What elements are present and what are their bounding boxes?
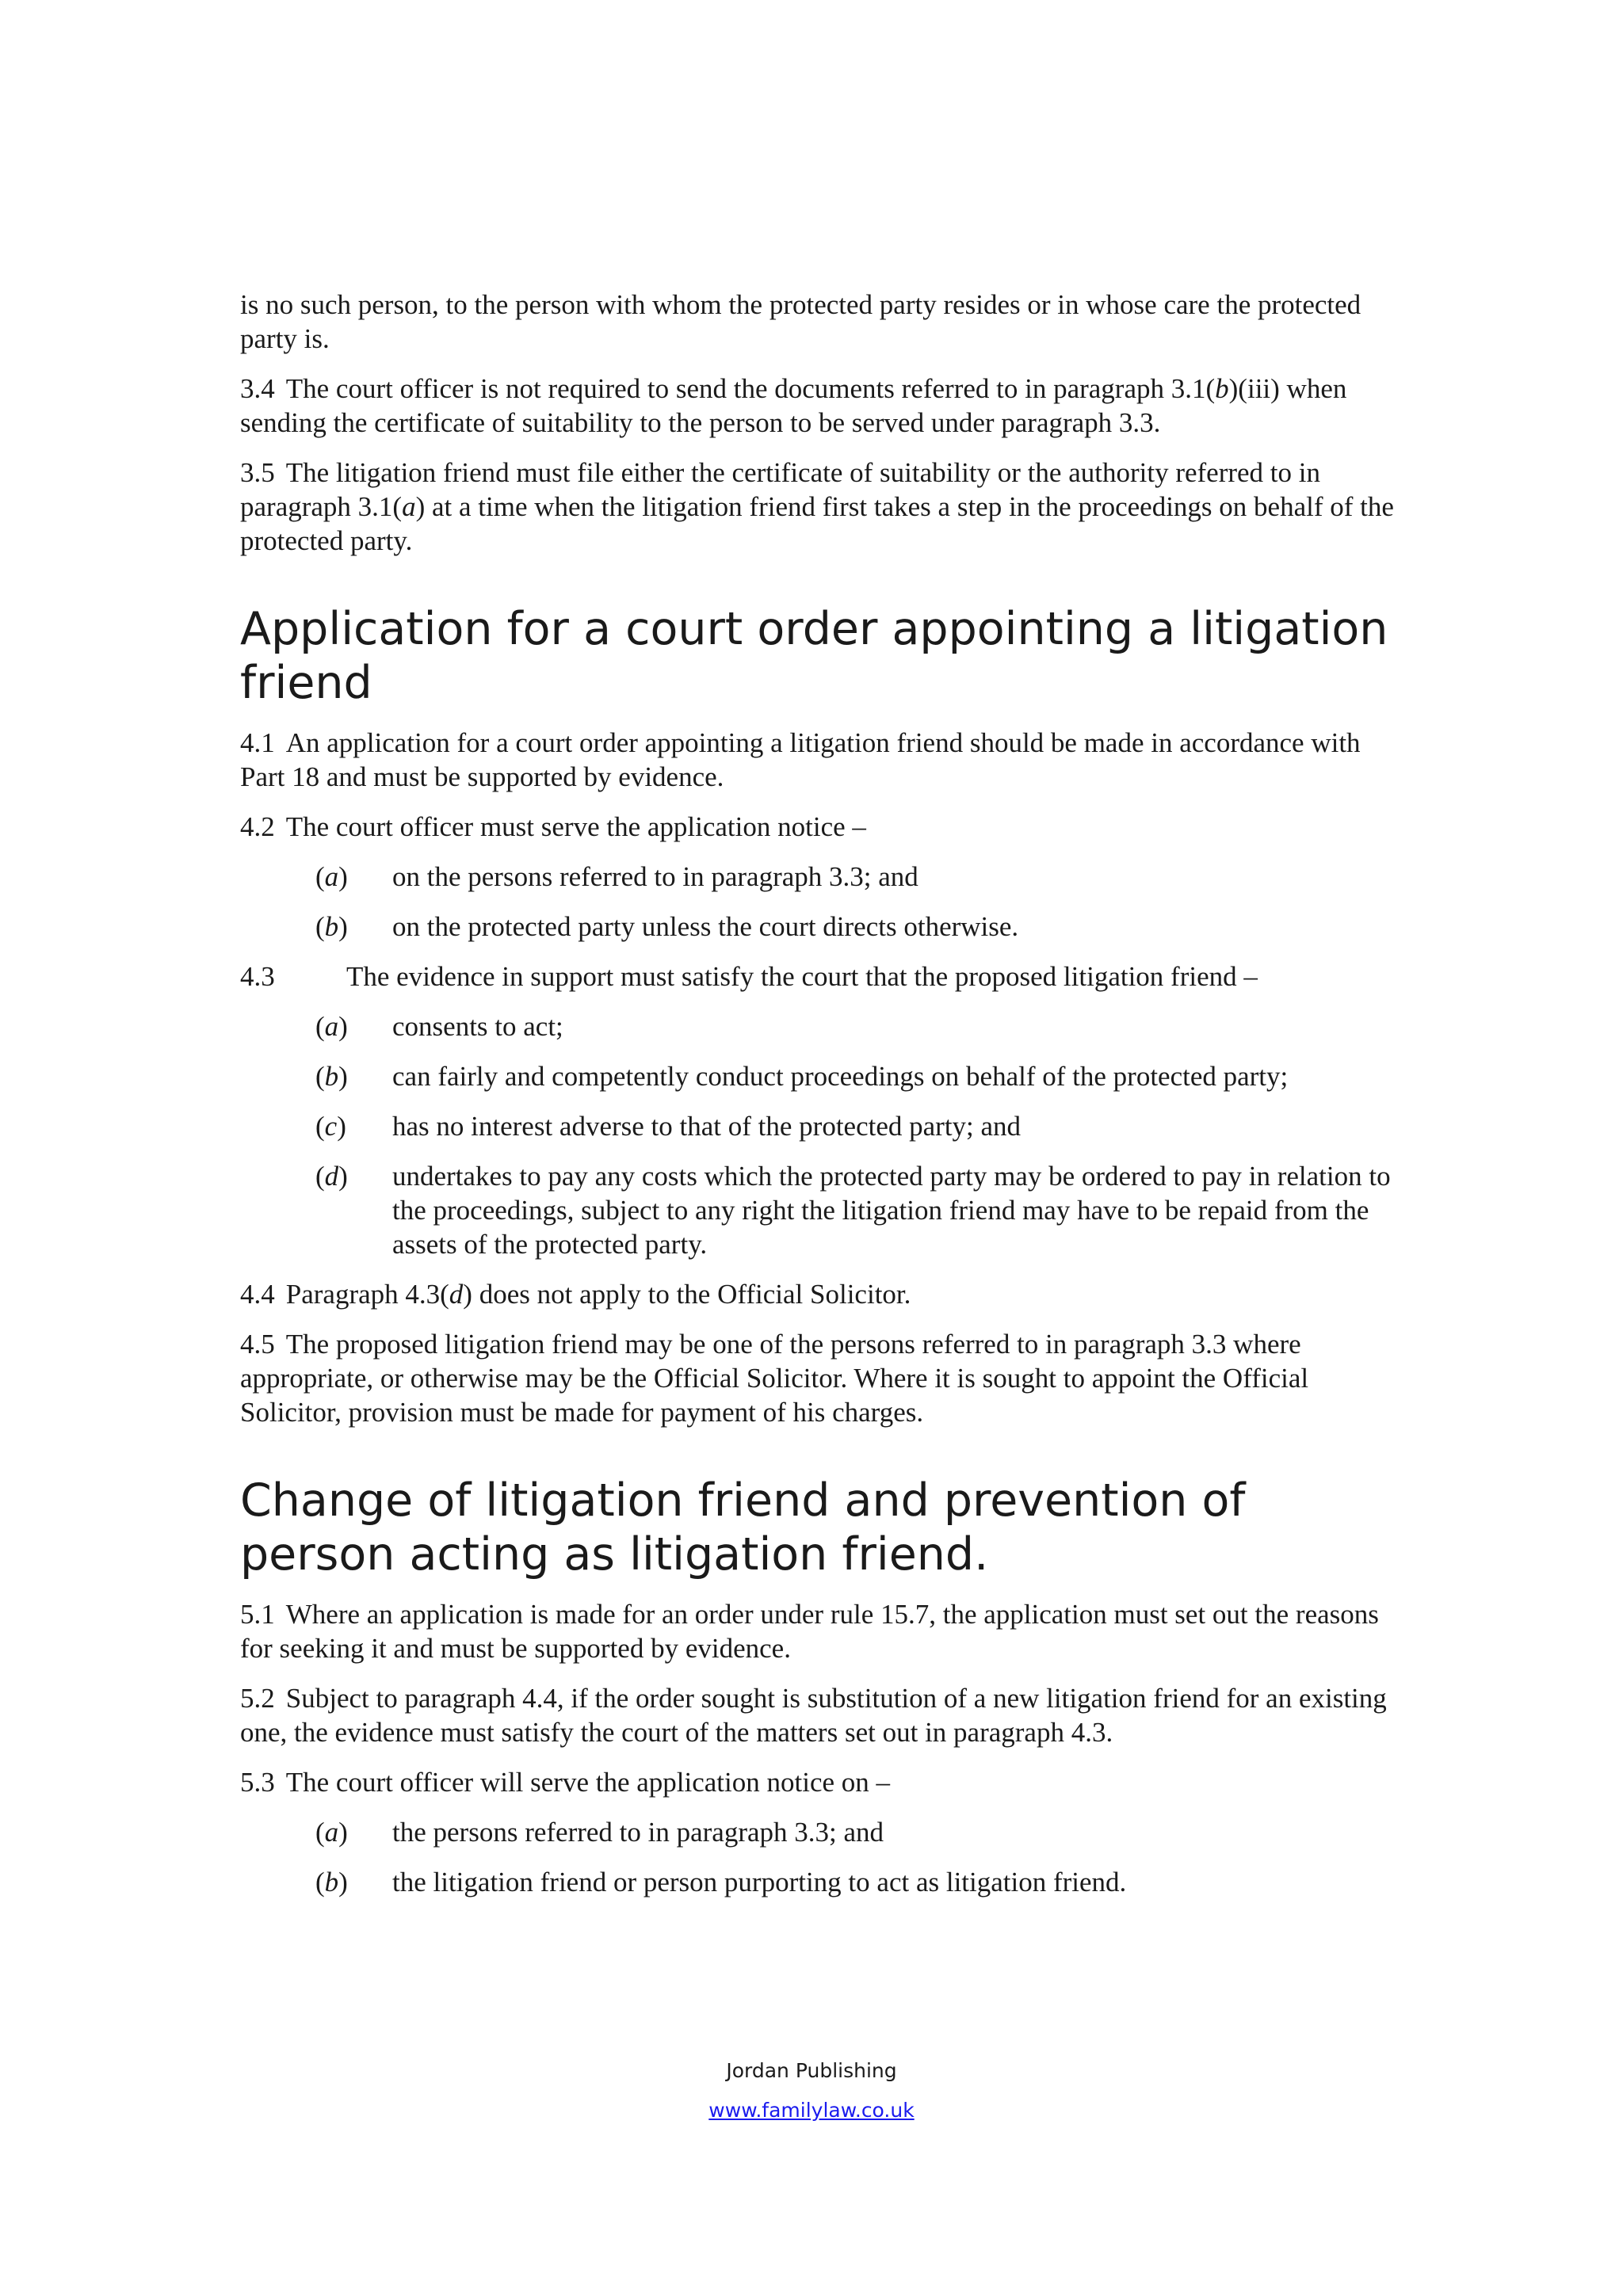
document-body [240,288,1397,1915]
paragraph-number: 4.1 [240,727,275,758]
paragraph-number: 4.3 [240,961,275,992]
paragraph-number: 5.1 [240,1599,275,1630]
paragraph-3-5: 3.5 The litigation friend must file either the certificate of suitability or the authority referred to in paragraph 3.1(a) at a time when the litigation friend first takes a step in the proceedings on behalf of the protected party. [240,457,1394,556]
paragraph-continuation: is no such person, to the person with whom the protected party resides or in whose care the protected party is. [240,289,1361,354]
list-item: (d) undertakes to pay any costs which the protected party may be ordered to pay in relation to the proceedings, subject to any right the litigation friend may have to be repaid from the assets of the protected party. [315,1161,1391,1260]
footer-link[interactable]: www.familylaw.co.uk [708,2099,915,2122]
list-item: (a) consents to act; [315,1011,563,1042]
paragraph-4-4: 4.4 Paragraph 4.3(d) does not apply to the Official Solicitor. [240,1279,911,1310]
list-item: (a) on the persons referred to in paragraph 3.3; and [315,861,918,892]
paragraph-5-3: 5.3 The court officer will serve the application notice on – [240,1767,891,1798]
paragraph-number: 3.5 [240,457,275,488]
list-item: (c) has no interest adverse to that of the protected party; and [315,1111,1022,1142]
list-item: (b) the litigation friend or person purporting to act as litigation friend. [315,1867,1127,1897]
paragraph-number: 3.4 [240,373,275,404]
paragraph-number: 5.3 [240,1767,275,1798]
paragraph-number: 5.2 [240,1683,275,1714]
paragraph-4-3: 4.3 The evidence in support must satisfy the court that the proposed litigation friend – [240,961,1258,992]
paragraph-3-4: 3.4 The court officer is not required to send the documents referred to in paragraph 3.1(b)(iii) when sending the certificate of suitability to the person to be served under paragraph 3.3. [240,373,1347,438]
paragraph-4-2: 4.2 The court officer must serve the application notice – [240,811,866,842]
paragraph-4-1: 4.1 An application for a court order appointing a litigation friend should be made in accordance with Part 18 and must be supported by evidence. [240,727,1361,792]
section-heading-change: Change of litigation friend and prevention of person acting as litigation friend. [240,1474,1246,1581]
paragraph-5-2: 5.2 Subject to paragraph 4.4, if the order sought is substitution of a new litigation friend for an existing one, the evidence must satisfy the court of the matters set out in paragraph 4.3. [240,1683,1387,1748]
paragraph-number: 4.4 [240,1279,275,1310]
paragraph-4-5: 4.5 The proposed litigation friend may be one of the persons referred to in paragraph 3.3 where appropriate, or otherwise may be the Official Solicitor. Where it is sought to appoint the Official Solicitor, provision must be made for payment of his charges. [240,1329,1309,1428]
footer-publisher: Jordan Publishing [726,2059,897,2082]
paragraph-number: 4.2 [240,811,275,842]
list-item: (a) the persons referred to in paragraph 3.3; and [315,1817,884,1848]
list-item: (b) can fairly and competently conduct proceedings on behalf of the protected party; [315,1061,1289,1092]
paragraph-number: 4.5 [240,1329,275,1360]
section-heading-appointing: Application for a court order appointing a litigation friend [240,603,1388,709]
paragraph-5-1: 5.1 Where an application is made for an order under rule 15.7, the application must set out the reasons for seeking it and must be supported by evidence. [240,1599,1379,1664]
list-item: (b) on the protected party unless the court directs otherwise. [315,911,1019,942]
